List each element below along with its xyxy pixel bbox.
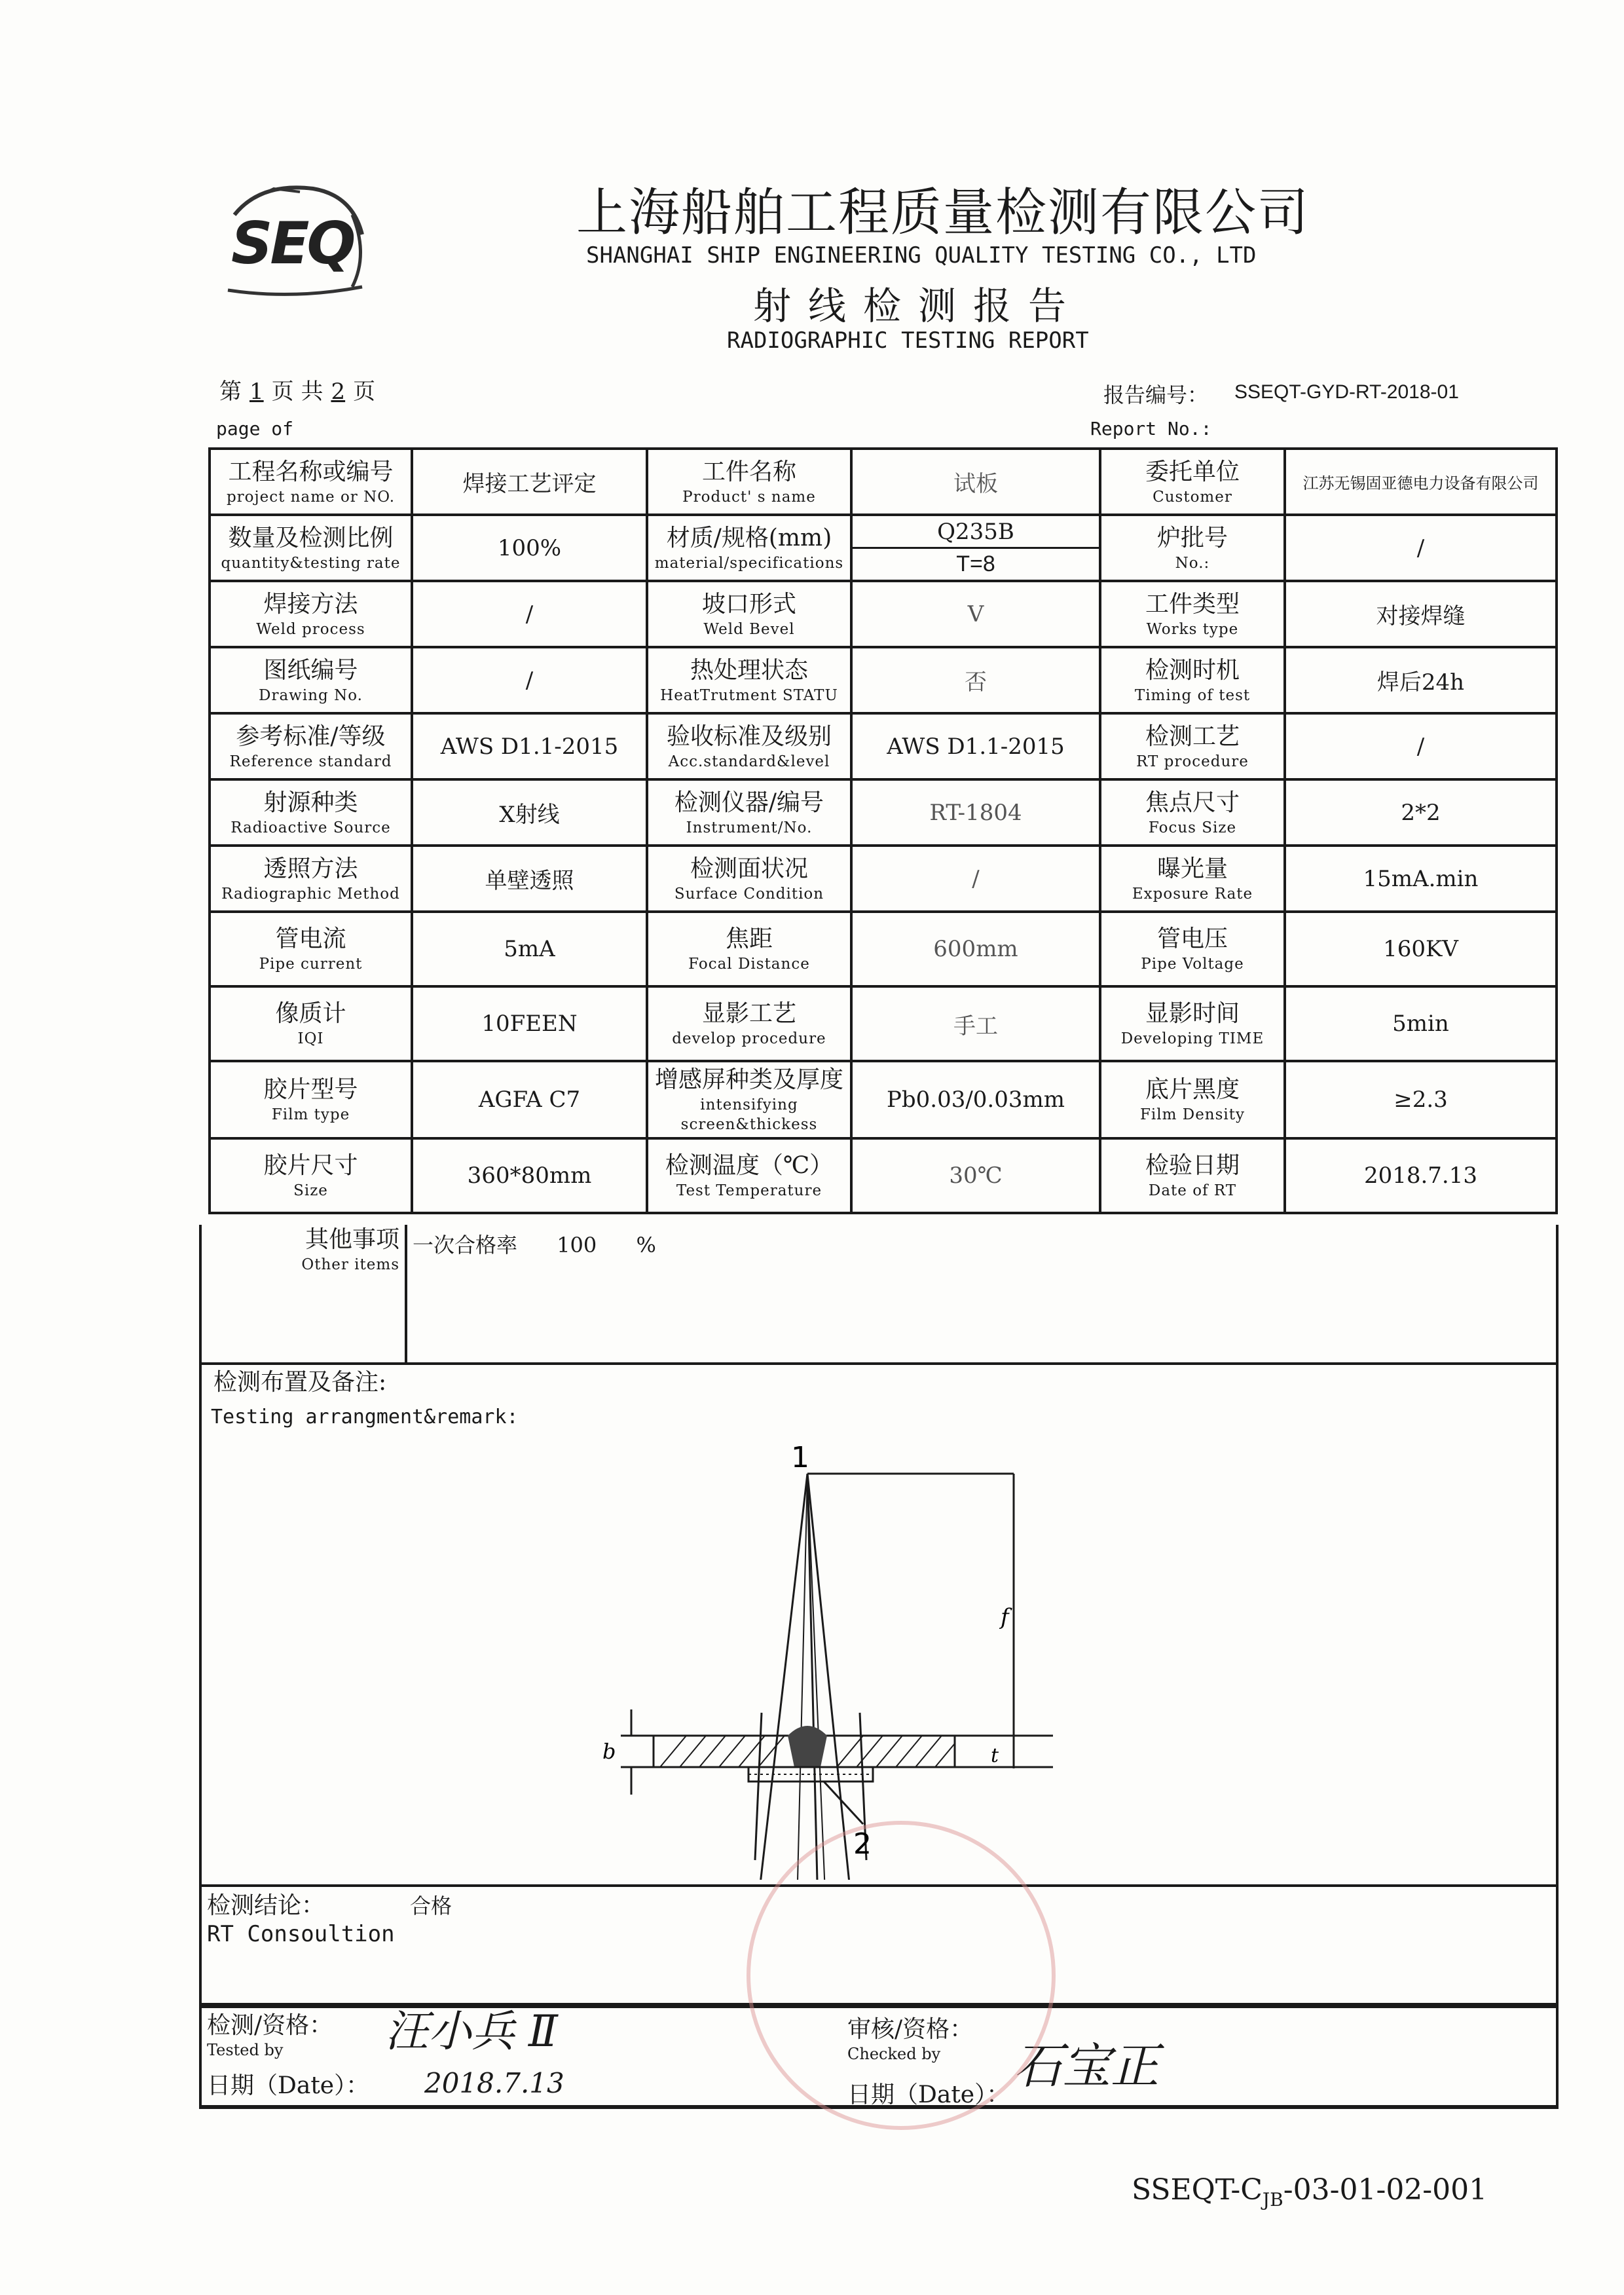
field-label-en: Radioactive Source <box>231 819 391 836</box>
field-label-en: material/specifications <box>654 554 844 572</box>
field-value <box>851 647 1100 713</box>
field-label-cn: 曝光量 <box>1156 855 1228 882</box>
conclusion-value: 合格 <box>410 1894 452 1918</box>
field-value <box>1285 647 1557 713</box>
field-value-text: 2018.7.13 <box>1363 1163 1478 1189</box>
field-value <box>412 986 647 1061</box>
field-label-en: Film Density <box>1139 1106 1246 1123</box>
field-value <box>1285 1061 1557 1138</box>
field-label-cn: 射源种类 <box>263 789 358 816</box>
field-label <box>1100 515 1285 581</box>
field-value-text: 2*2 <box>1401 799 1441 826</box>
field-value-text: AWS D1.1-2015 <box>440 733 619 760</box>
company-name-cn: 上海船舶工程质量检测有限公司 <box>576 183 1310 242</box>
field-label <box>647 1061 851 1138</box>
field-label-cn: 显影工艺 <box>701 1000 796 1027</box>
field-label-en: Radiographic Method <box>221 885 400 903</box>
field-label-en: Pipe Voltage <box>1141 956 1244 973</box>
report-no-label-en: Report No.: <box>1090 418 1212 439</box>
other-items-value: 一次合格率 100 % <box>413 1233 656 1258</box>
field-label-cn: 焦距 <box>725 925 773 952</box>
field-label <box>210 515 412 581</box>
field-value <box>1285 581 1557 647</box>
field-value-text: 10FEEN <box>481 1011 578 1037</box>
field-label <box>210 986 412 1061</box>
field-value <box>412 779 647 846</box>
field-label-cn: 检测时机 <box>1145 656 1240 684</box>
table-row <box>210 779 1557 846</box>
field-value <box>412 912 647 986</box>
field-label-en: Acc.standard&level <box>668 753 830 770</box>
field-value <box>851 846 1100 912</box>
field-label-cn: 胶片尺寸 <box>263 1152 358 1179</box>
svg-text:t: t <box>991 1744 999 1767</box>
field-label <box>210 779 412 846</box>
svg-text:1: 1 <box>791 1441 809 1474</box>
conclusion-label-en: RT Consoultion <box>207 1921 395 1947</box>
field-label-en: quantity&testing rate <box>221 554 401 572</box>
field-label <box>210 713 412 779</box>
field-label-cn: 检测工艺 <box>1145 722 1240 750</box>
company-name-en: SHANGHAI SHIP ENGINEERING QUALITY TESTING CO., LTD <box>586 242 1257 269</box>
table-row <box>210 449 1557 515</box>
field-label-cn: 胶片型号 <box>263 1076 358 1103</box>
field-label-cn: 管电压 <box>1156 925 1228 952</box>
field-label-cn: 验收标准及级别 <box>666 722 832 750</box>
report-title-cn: 射线检测报告 <box>753 284 1084 328</box>
field-label <box>210 1061 412 1138</box>
field-value-text: AWS D1.1-2015 <box>887 733 1065 760</box>
field-value <box>412 1138 647 1213</box>
field-label <box>1100 647 1285 713</box>
checked-date-label: 日期（Date）： <box>847 2081 1010 2108</box>
field-value <box>412 1061 647 1138</box>
field-label-en: Exposure Rate <box>1132 885 1253 903</box>
field-label-cn: 炉批号 <box>1156 524 1228 551</box>
checked-by-label: 审核/资格： <box>847 2016 974 2043</box>
field-value-text: 焊后24h <box>1376 669 1465 696</box>
field-label-en: Timing of test <box>1134 686 1251 704</box>
table-row <box>210 986 1557 1061</box>
field-value <box>412 647 647 713</box>
field-label <box>647 581 851 647</box>
field-value <box>1285 713 1557 779</box>
field-label <box>210 1138 412 1213</box>
tested-by-label-en: Tested by <box>207 2041 284 2059</box>
field-label-en: Date of RT <box>1148 1182 1237 1199</box>
field-label <box>647 912 851 986</box>
field-label-en: Pipe current <box>259 956 363 973</box>
field-value-text: / <box>1416 733 1425 760</box>
field-value <box>1285 846 1557 912</box>
field-label-en: Size <box>293 1182 328 1199</box>
table-row <box>210 846 1557 912</box>
field-label <box>1100 912 1285 986</box>
field-value-text: ≥2.3 <box>1393 1087 1448 1113</box>
field-label-en: Test Temperature <box>676 1182 822 1199</box>
field-value-text: / <box>1416 534 1425 561</box>
field-label <box>647 515 851 581</box>
field-label <box>647 1138 851 1213</box>
material-value: Q235B <box>853 517 1099 549</box>
field-value <box>412 846 647 912</box>
field-label-en: Focus Size <box>1148 819 1237 836</box>
field-label-en: Works type <box>1146 620 1239 638</box>
field-label-en: No.: <box>1175 554 1210 572</box>
field-value <box>1285 986 1557 1061</box>
field-label-en: Instrument/No. <box>686 819 813 836</box>
tested-date-label: 日期（Date）： <box>207 2072 370 2099</box>
field-label-en: Customer <box>1153 488 1232 506</box>
field-value <box>1285 912 1557 986</box>
field-label-en: HeatTrutment STATU <box>660 686 838 704</box>
field-label <box>210 846 412 912</box>
field-label-en: Focal Distance <box>688 956 810 973</box>
field-value-text: 单壁透照 <box>485 868 574 894</box>
field-label-en: Developing TIME <box>1120 1030 1264 1047</box>
report-no: SSEQT-GYD-RT-2018-01 <box>1234 381 1459 403</box>
field-label <box>647 779 851 846</box>
company-logo: SEQ <box>221 176 372 300</box>
field-label-cn: 工程名称或编号 <box>228 458 394 485</box>
company-seal <box>747 1821 1056 2130</box>
field-label-cn: 透照方法 <box>263 855 358 882</box>
field-value-text: 否 <box>965 669 987 696</box>
field-label <box>1100 1061 1285 1138</box>
tested-by-label: 检测/资格： <box>207 2012 333 2039</box>
field-value-text: 600mm <box>933 936 1018 962</box>
field-label-cn: 焦点尺寸 <box>1145 789 1240 816</box>
field-label <box>647 986 851 1061</box>
field-label <box>647 713 851 779</box>
field-label-cn: 工件类型 <box>1145 590 1240 618</box>
field-label <box>210 581 412 647</box>
arrangement-diagram <box>202 1362 1551 1880</box>
field-label-en: develop procedure <box>672 1030 826 1047</box>
field-label <box>210 449 412 515</box>
field-value-text: V <box>967 601 984 627</box>
table-row <box>210 1061 1557 1138</box>
field-value <box>851 713 1100 779</box>
svg-text:f: f <box>1001 1604 1009 1630</box>
table-row <box>210 912 1557 986</box>
tested-date: 2018.7.13 <box>424 2067 564 2099</box>
svg-text:2: 2 <box>853 1827 872 1861</box>
table-row <box>210 581 1557 647</box>
other-items-label-en: Other items <box>301 1256 399 1273</box>
field-label-cn: 检验日期 <box>1145 1152 1240 1179</box>
field-value-text: 焊接工艺评定 <box>462 471 597 497</box>
field-label <box>647 449 851 515</box>
field-label-cn: 图纸编号 <box>263 656 358 684</box>
field-label <box>210 647 412 713</box>
field-value <box>412 449 647 515</box>
field-label-cn: 增感屏种类及厚度 <box>654 1066 843 1093</box>
other-items-section <box>199 1225 1559 1365</box>
checked-by-label-en: Checked by <box>847 2045 941 2063</box>
field-label-cn: 委托单位 <box>1145 458 1240 485</box>
field-label-cn: 焊接方法 <box>263 590 358 618</box>
table-row <box>210 713 1557 779</box>
field-value <box>851 912 1100 986</box>
field-label-cn: 显影时间 <box>1145 1000 1240 1027</box>
field-label <box>647 846 851 912</box>
field-value <box>851 1138 1100 1213</box>
field-label-en: IQI <box>297 1030 324 1047</box>
field-label-cn: 检测仪器/编号 <box>674 789 824 816</box>
field-value <box>412 515 647 581</box>
field-value <box>1285 1138 1557 1213</box>
field-label-en: Weld process <box>256 620 365 638</box>
field-value <box>851 779 1100 846</box>
field-label <box>1100 986 1285 1061</box>
field-value-text: 对接焊缝 <box>1376 603 1466 629</box>
tested-signature: 汪小兵 Ⅱ <box>385 2006 558 2057</box>
field-value-text: 360*80mm <box>467 1163 592 1189</box>
conclusion-label: 检测结论： <box>207 1892 325 1919</box>
field-label-cn: 坡口形式 <box>701 590 796 618</box>
field-label-en: intensifying screen&thickess <box>680 1096 818 1133</box>
field-label-en: RT procedure <box>1136 753 1249 770</box>
field-value <box>412 581 647 647</box>
table-row <box>210 515 1557 581</box>
field-value <box>851 581 1100 647</box>
field-label-cn: 像质计 <box>275 1000 346 1027</box>
field-label-cn: 参考标准/等级 <box>236 722 386 750</box>
form-code: SSEQT-$C_{JB}-03-01-02-001$ <box>1132 2173 1488 2211</box>
field-value-text: / <box>972 865 980 892</box>
field-value-text: X射线 <box>499 802 560 828</box>
field-value <box>851 1061 1100 1138</box>
report-no-label: 报告编号： <box>1103 382 1209 407</box>
field-label <box>1100 779 1285 846</box>
field-label-cn: 检测面状况 <box>690 855 808 882</box>
field-label-cn: 热处理状态 <box>690 656 808 684</box>
field-label-cn: 底片黑度 <box>1145 1076 1240 1103</box>
field-label-en: project name or NO. <box>226 488 396 506</box>
field-value <box>851 986 1100 1061</box>
field-value <box>1285 779 1557 846</box>
field-value-text: 5mA <box>504 936 555 962</box>
field-value-text: RT-1804 <box>929 799 1022 826</box>
field-value-text: AGFA C7 <box>478 1087 581 1113</box>
field-label-cn: 数量及检测比例 <box>228 524 394 551</box>
field-label-en: Reference standard <box>229 753 392 770</box>
field-value <box>412 713 647 779</box>
field-value-text: 30℃ <box>949 1163 1003 1189</box>
thickness-value: T=8 <box>956 551 995 576</box>
field-label <box>210 912 412 986</box>
field-value-text: / <box>525 667 534 694</box>
field-value <box>851 449 1100 515</box>
page-indicator-en: page of <box>216 418 294 439</box>
field-value-text: 手工 <box>953 1013 998 1039</box>
field-label <box>647 647 851 713</box>
field-value-text: 江苏无锡固亚德电力设备有限公司 <box>1302 474 1539 493</box>
field-label-cn: 材质/规格(mm) <box>666 524 832 551</box>
field-value-text: 15mA.min <box>1363 865 1479 892</box>
arrangement-label-en: Testing arrangment&remark: <box>211 1406 519 1428</box>
field-value-text: 160KV <box>1383 936 1458 962</box>
field-value <box>851 515 1100 581</box>
field-value <box>1285 449 1557 515</box>
field-label-cn: 管电流 <box>275 925 346 952</box>
field-label-en: Film type <box>271 1106 350 1123</box>
field-label-en: Surface Condition <box>674 885 824 903</box>
field-value <box>1285 515 1557 581</box>
field-value-text: 试板 <box>953 471 998 497</box>
table-row <box>210 647 1557 713</box>
field-label-en: Product' s name <box>682 488 816 506</box>
field-label <box>1100 1138 1285 1213</box>
field-label-en: Drawing No. <box>259 686 363 704</box>
field-label <box>1100 846 1285 912</box>
field-label-cn: 检测温度（℃） <box>665 1152 834 1179</box>
report-title-en: RADIOGRAPHIC TESTING REPORT <box>727 327 1089 354</box>
field-value-text: 5min <box>1392 1011 1449 1037</box>
info-table <box>208 447 1558 1214</box>
field-label <box>1100 581 1285 647</box>
arrangement-label: 检测布置及备注: <box>213 1369 387 1396</box>
field-value-text: 100% <box>497 534 562 561</box>
field-label-cn: 工件名称 <box>701 458 796 485</box>
field-label <box>1100 449 1285 515</box>
arrangement-section <box>199 1362 1559 1887</box>
svg-text:b: b <box>602 1739 616 1764</box>
field-label <box>1100 713 1285 779</box>
field-value-text: Pb0.03/0.03mm <box>887 1087 1065 1113</box>
field-label-en: Weld Bevel <box>703 620 795 638</box>
other-items-label: 其他事项 <box>304 1226 399 1253</box>
page-indicator: 第 1 页 共 2 页 <box>219 379 376 405</box>
table-row <box>210 1138 1557 1213</box>
checked-signature: 石宝正 <box>1014 2038 1159 2095</box>
field-value-text: / <box>525 601 534 627</box>
